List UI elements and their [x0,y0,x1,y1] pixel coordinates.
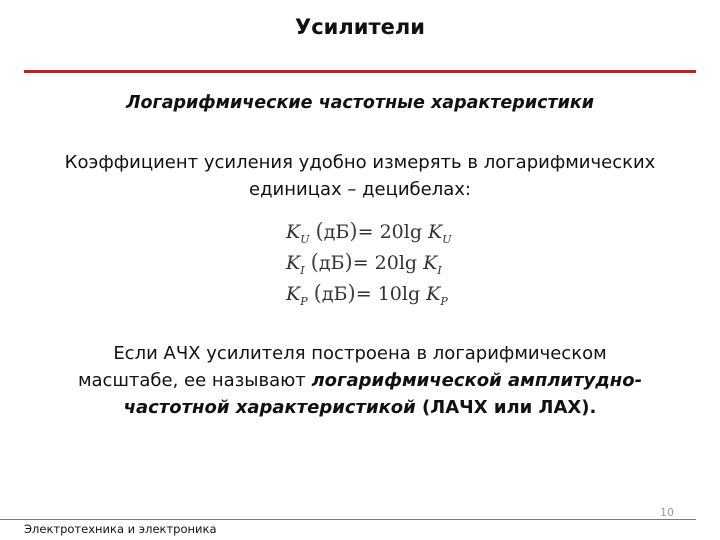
formula-voltage-gain: $K_U$ (дБ)= 20lg $K_U$ [286,219,452,246]
intro-line-1: Коэффициент усиления удобно измерять в логарифмических [64,152,656,173]
intro-paragraph [20,149,700,203]
lachh-line-2: масштабе, ее называют логарифмической амплитудно- [77,370,643,391]
formula-power-gain: $K_P$ (дБ)= 10lg $K_P$ [286,281,448,308]
lachh-line-1: Если АЧХ усилителя построена в логарифмическом [113,343,607,364]
page-number: 10 [660,506,674,519]
lachh-paragraph [40,340,680,421]
section-subtitle: Логарифмические частотные характеристики [126,93,594,113]
title-divider [24,70,696,73]
formula-block [286,216,466,309]
formula-current-gain: $K_I$ (дБ)= 20lg $K_I$ [286,250,442,277]
slide-title: Усилители [295,15,425,39]
footer-course-name: Электротехника и электроника [24,522,217,536]
footer-divider [0,519,696,520]
lachh-line-3: частотной характеристикой (ЛАЧХ или ЛАХ). [123,397,597,418]
intro-line-2: единицах – децибелах: [249,179,471,200]
